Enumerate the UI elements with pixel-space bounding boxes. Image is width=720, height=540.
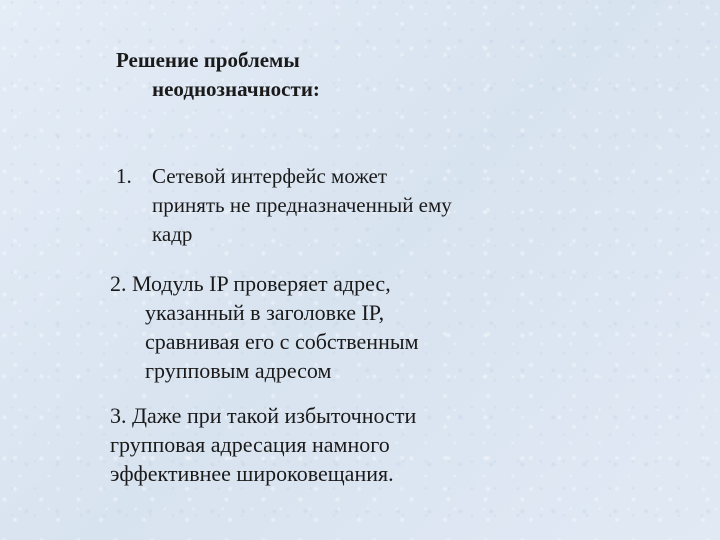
list-item-2-line-4: групповым адресом [145,358,332,383]
list-item-3-line-1: 3. Даже при такой избыточности [110,403,417,428]
title-line-1: Решение проблемы [116,48,300,72]
list-item-1-line-2: принять не предназначенный ему [152,193,452,217]
list-item-2-line-2: указанный в заголовке IP, [145,300,385,325]
list-item-1-text-1: Сетевой интерфейс может [152,164,388,188]
list-item-1-line-1 [116,162,452,191]
list-item-2 [110,269,419,385]
list-item-2-line-1: 2. Модуль IP проверяет адрес, [110,271,391,296]
list-item-2-line-3: сравнивая его с собственным [145,329,419,354]
list-item-1-marker: 1. [116,164,132,188]
list-item-3 [110,401,416,488]
list-item-1-line-3: кадр [152,222,193,246]
list-item-1 [116,162,452,249]
title-line-2: неоднозначности: [152,77,320,101]
slide-title [116,46,320,104]
list-item-3-line-2: групповая адресация намного [110,432,390,457]
list-item-3-line-3: эффективнее широковещания. [110,461,394,486]
